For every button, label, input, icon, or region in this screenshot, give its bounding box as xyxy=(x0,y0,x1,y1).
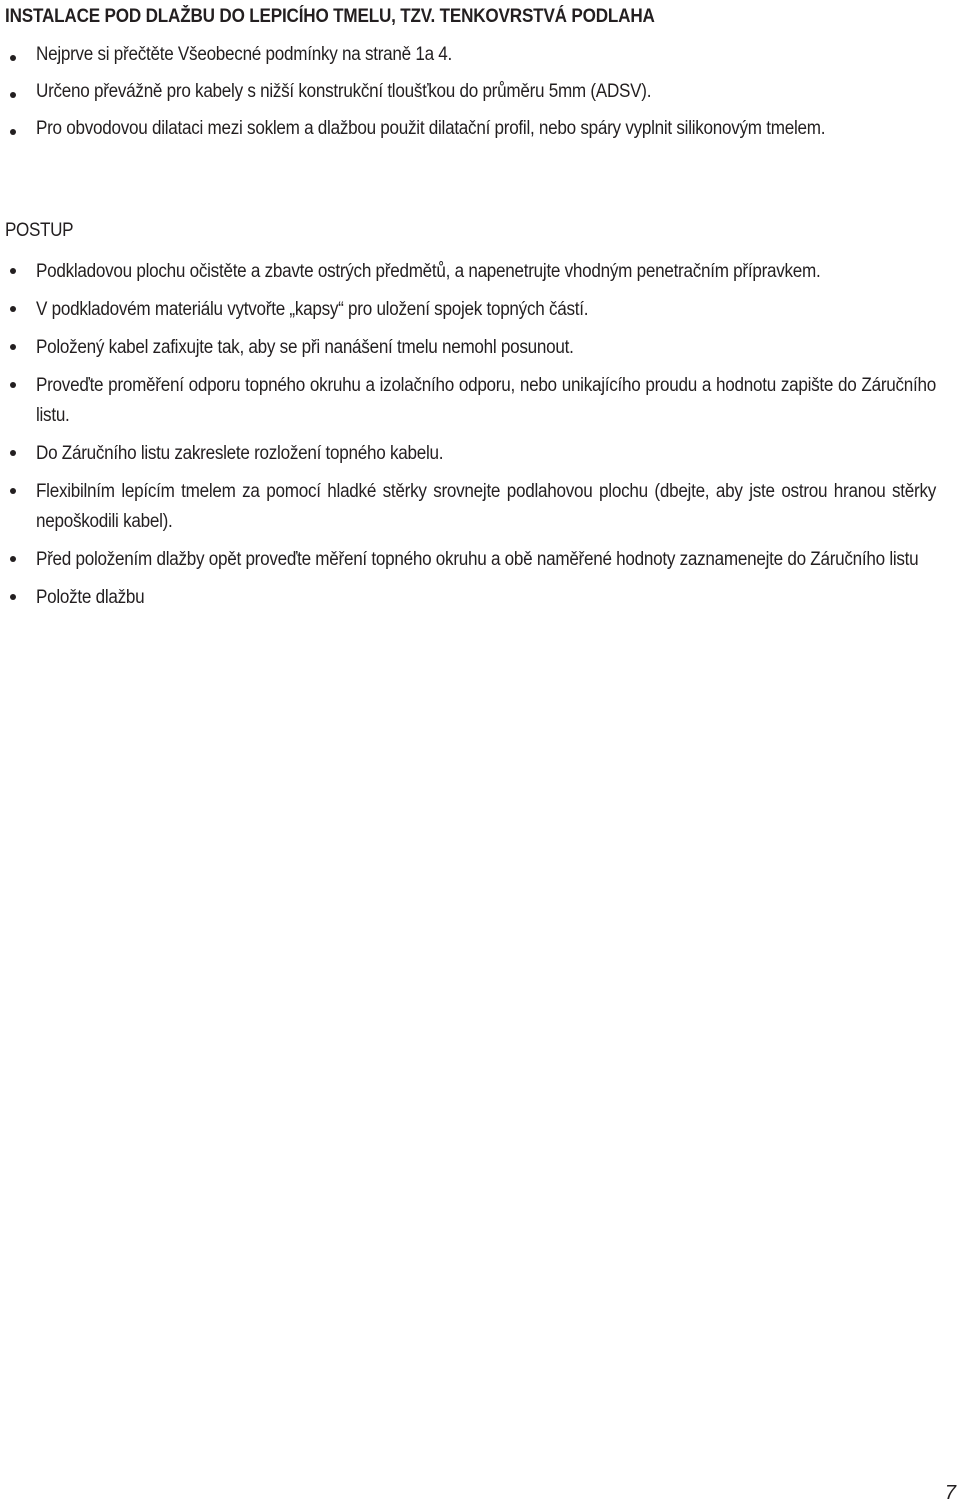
procedure-title: POSTUP xyxy=(5,220,74,241)
list-item-text: Položený kabel zafixujte tak, aby se při nanášení tmelu nemohl posunout. xyxy=(36,337,574,358)
list-item-text: Do Záručního listu zakreslete rozložení topného kabelu. xyxy=(36,443,444,464)
list-item xyxy=(0,333,940,363)
list-item-text: Proveďte proměření odporu topného okruhu a izolačního odporu, nebo unikajícího proudu a hodnotu zapište do Záručního listu. xyxy=(36,375,936,426)
list-item xyxy=(0,583,940,613)
bullet-icon xyxy=(10,268,16,274)
list-item-text: V podkladovém materiálu vytvořte „kapsy“ pro uložení spojek topných částí. xyxy=(36,299,589,320)
list-item-text: Pro obvodovou dilataci mezi soklem a dlažbou použit dilatační profil, nebo spáry vyplnit silikonovým tmelem. xyxy=(36,118,826,139)
bullet-icon xyxy=(10,55,16,61)
list-item xyxy=(0,545,940,575)
list-item-text: Před položením dlažby opět proveďte měření topného okruhu a obě naměřené hodnoty zaznamenejte do Záručního listu xyxy=(36,549,919,570)
page-heading: INSTALACE POD DLAŽBU DO LEPICÍHO TMELU, TZV. TENKOVRSTVÁ PODLAHA xyxy=(5,6,655,27)
bullet-icon xyxy=(10,594,16,600)
bullet-icon xyxy=(10,129,16,135)
intro-list xyxy=(0,44,960,155)
procedure-list xyxy=(0,257,940,621)
bullet-icon xyxy=(10,488,16,494)
bullet-icon xyxy=(10,92,16,98)
bullet-icon xyxy=(10,382,16,388)
list-item xyxy=(0,439,940,469)
list-item-text: Nejprve si přečtěte Všeobecné podmínky na straně 1a 4. xyxy=(36,44,453,65)
list-item-text: Flexibilním lepícím tmelem za pomocí hladké stěrky srovnejte podlahovou plochu (dbejte, aby jste ostrou hranou stěrky nepoškodili kabel). xyxy=(36,481,936,532)
bullet-icon xyxy=(10,344,16,350)
list-item-text: Položte dlažbu xyxy=(36,587,145,608)
bullet-icon xyxy=(10,450,16,456)
list-item xyxy=(0,477,940,537)
list-item xyxy=(0,81,960,118)
list-item xyxy=(0,295,940,325)
list-item xyxy=(0,371,940,431)
list-item xyxy=(0,118,960,155)
list-item-text: Podkladovou plochu očistěte a zbavte ostrých předmětů, a napenetrujte vhodným penetračním přípravkem. xyxy=(36,261,821,282)
list-item xyxy=(0,257,940,287)
bullet-icon xyxy=(10,556,16,562)
list-item-text: Určeno převážně pro kabely s nižší konstrukční tloušťkou do průměru 5mm (ADSV). xyxy=(36,81,652,102)
list-item xyxy=(0,44,960,81)
page-number: 7 xyxy=(944,1482,956,1504)
bullet-icon xyxy=(10,306,16,312)
